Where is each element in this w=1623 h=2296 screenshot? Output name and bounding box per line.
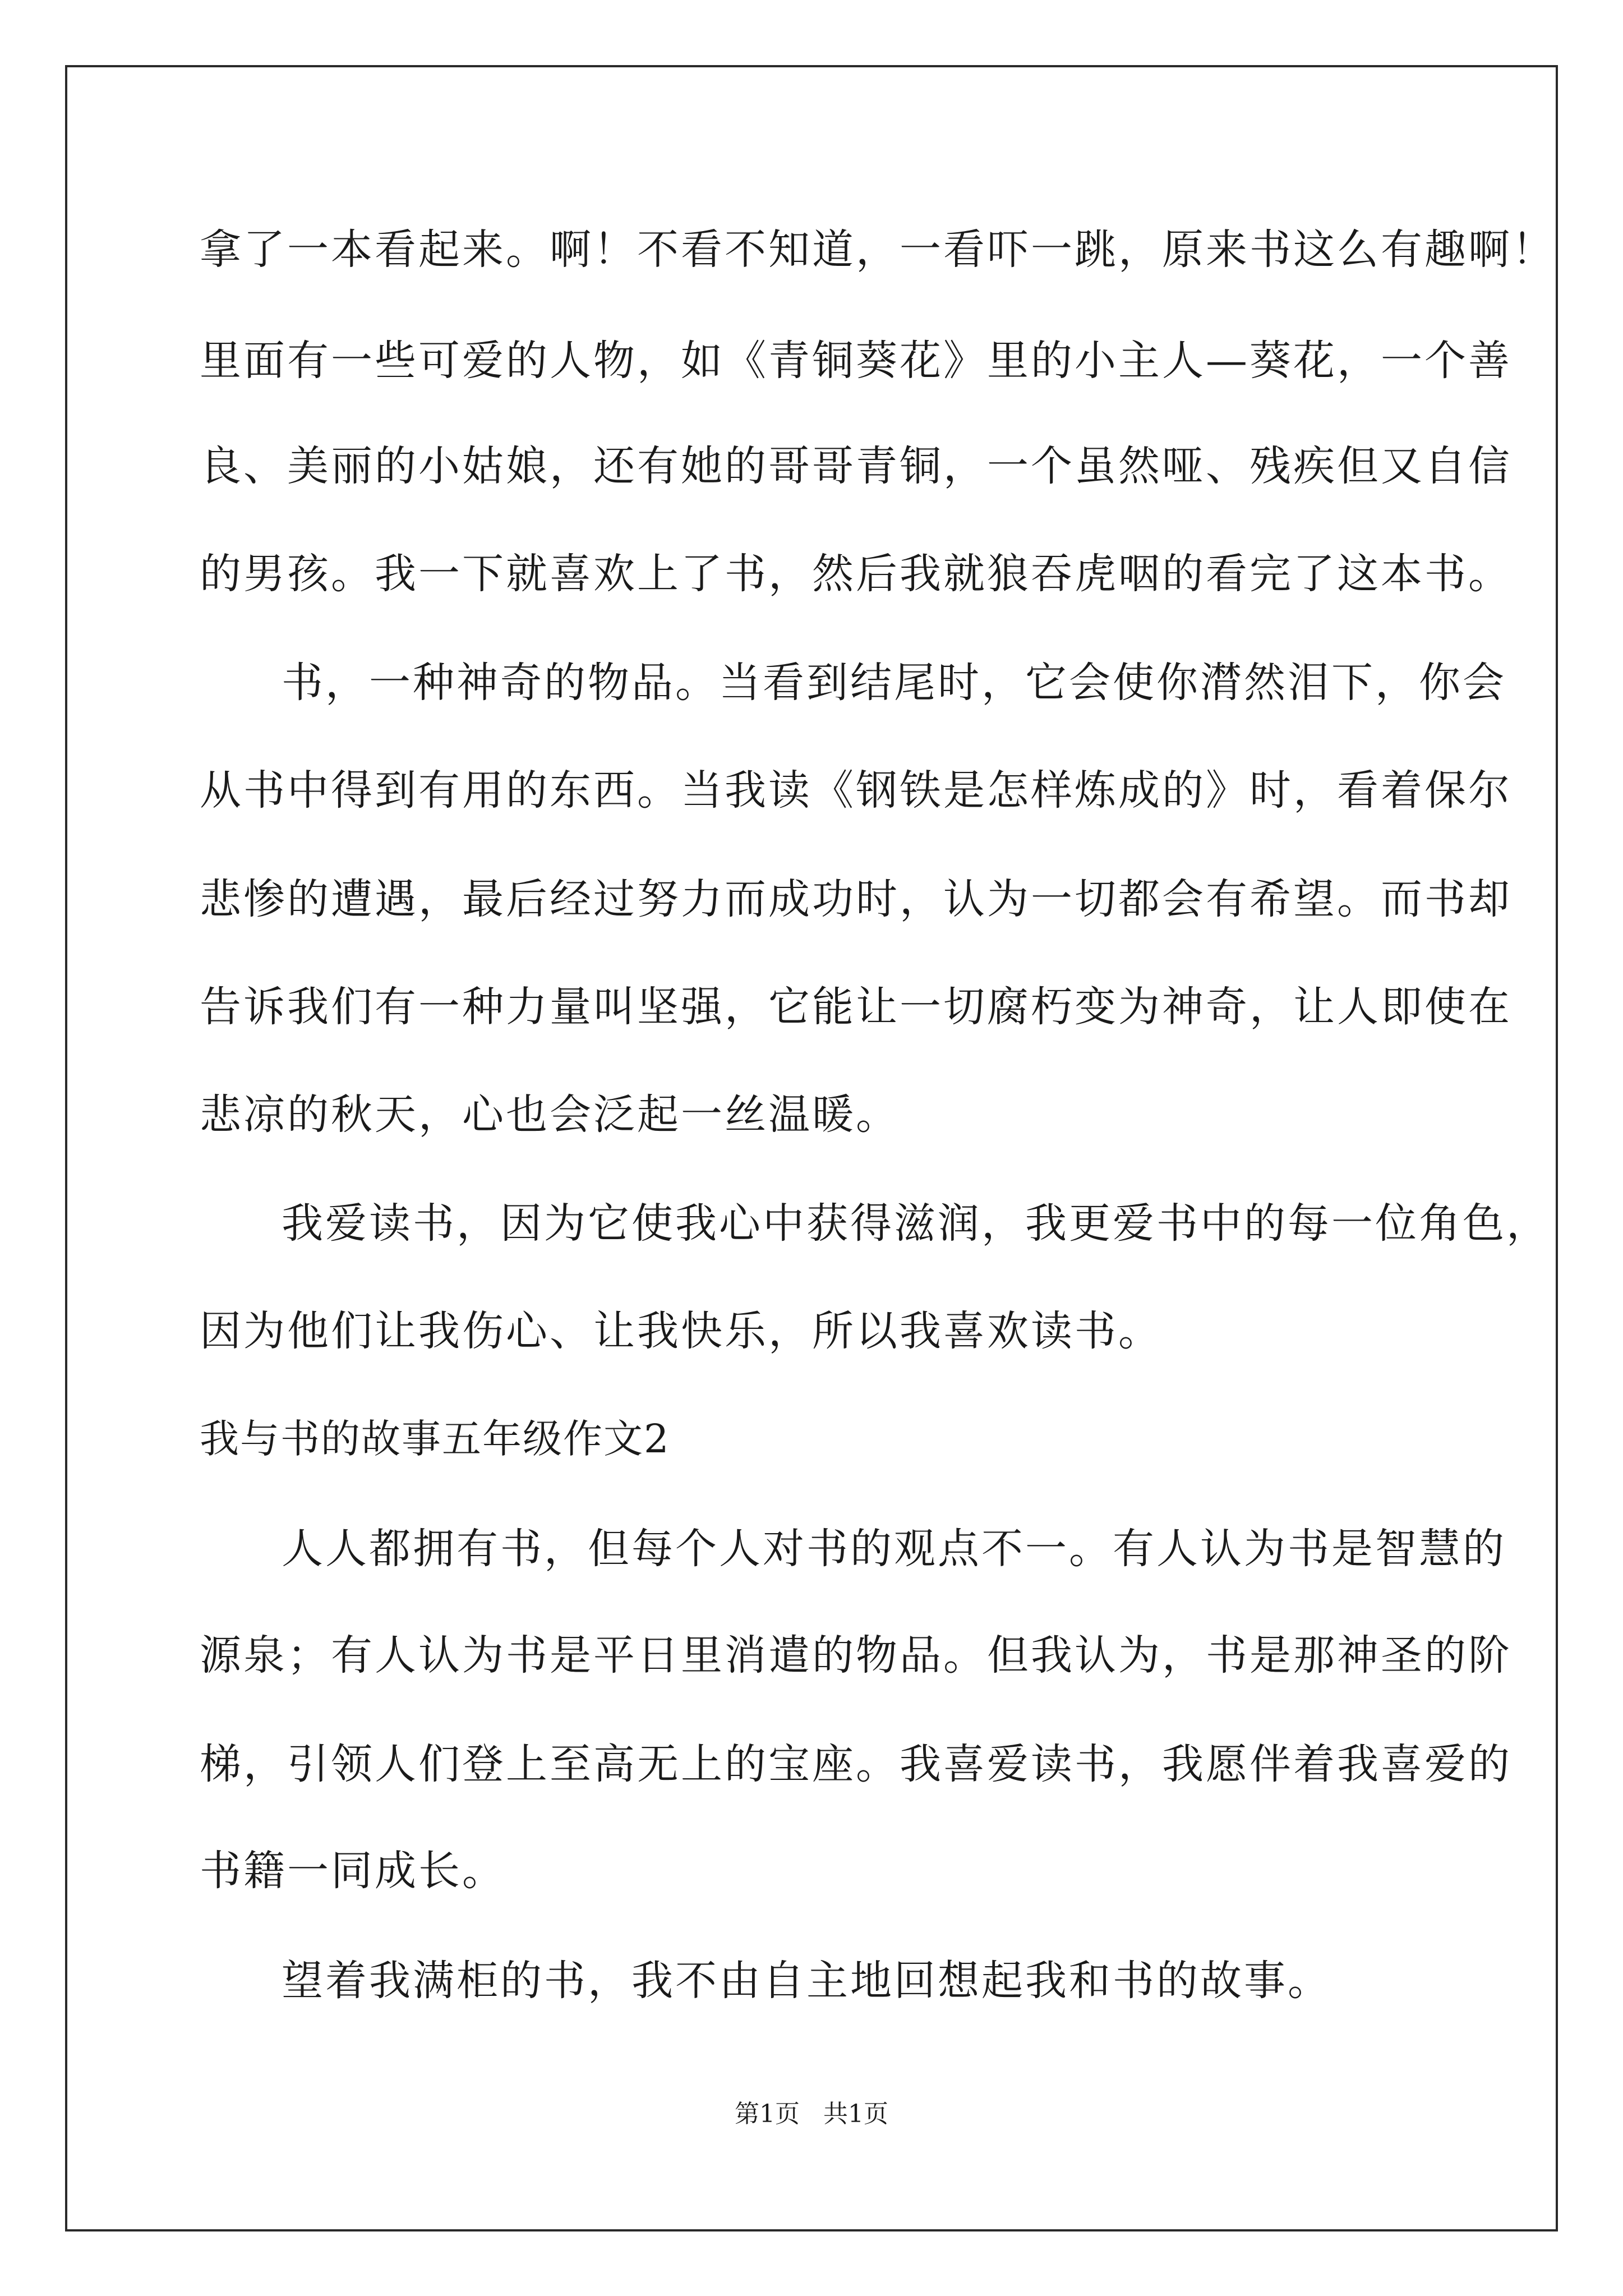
paragraph-line: 悲惨的遭遇，最后经过努力而成功时，认为一切都会有希望。而书却 [200, 875, 1512, 923]
paragraph-line: 从书中得到有用的东西。当我读《钢铁是怎样炼成的》时，看着保尔 [200, 766, 1512, 815]
paragraph-line: 书籍一同成长。 [200, 1847, 506, 1895]
page-border [65, 65, 1558, 2231]
paragraph-line: 告诉我们有一种力量叫坚强，它能让一切腐朽变为神奇，让人即使在 [200, 983, 1512, 1031]
section-heading: 我与书的故事五年级作文2 [200, 1416, 670, 1462]
paragraph-line: 的男孩。我一下就喜欢上了书，然后我就狼吞虎咽的看完了这本书。 [200, 550, 1512, 598]
paragraph-line: 源泉；有人认为书是平日里消遣的物品。但我认为，书是那神圣的阶 [200, 1631, 1512, 1680]
paragraph-line: 悲凉的秋天，心也会泛起一丝温暖。 [200, 1091, 900, 1139]
paragraph-line: 里面有一些可爱的人物，如《青铜葵花》里的小主人—葵花，一个善 [200, 337, 1512, 385]
paragraph-line: 我爱读书，因为它使我心中获得滋润，我更爱书中的每一位角色， [282, 1199, 1550, 1248]
paragraph-line: 良、美丽的小姑娘，还有她的哥哥青铜，一个虽然哑、残疾但又自信 [200, 442, 1512, 490]
page-footer: 第1页 共1页 [735, 2100, 888, 2128]
paragraph-line: 因为他们让我伤心、让我快乐，所以我喜欢读书。 [200, 1307, 1162, 1355]
paragraph-line: 拿了一本看起来。啊！不看不知道，一看吓一跳，原来书这么有趣啊！ [200, 226, 1556, 274]
paragraph-line: 梯，引领人们登上至高无上的宝座。我喜爱读书，我愿伴着我喜爱的 [200, 1740, 1512, 1788]
paragraph-line: 书，一种神奇的物品。当看到结尾时，它会使你潸然泪下，你会 [282, 659, 1506, 707]
paragraph-line: 望着我满柜的书，我不由自主地回想起我和书的故事。 [282, 1957, 1331, 2005]
paragraph-line: 人人都拥有书，但每个人对书的观点不一。有人认为书是智慧的 [282, 1525, 1506, 1573]
